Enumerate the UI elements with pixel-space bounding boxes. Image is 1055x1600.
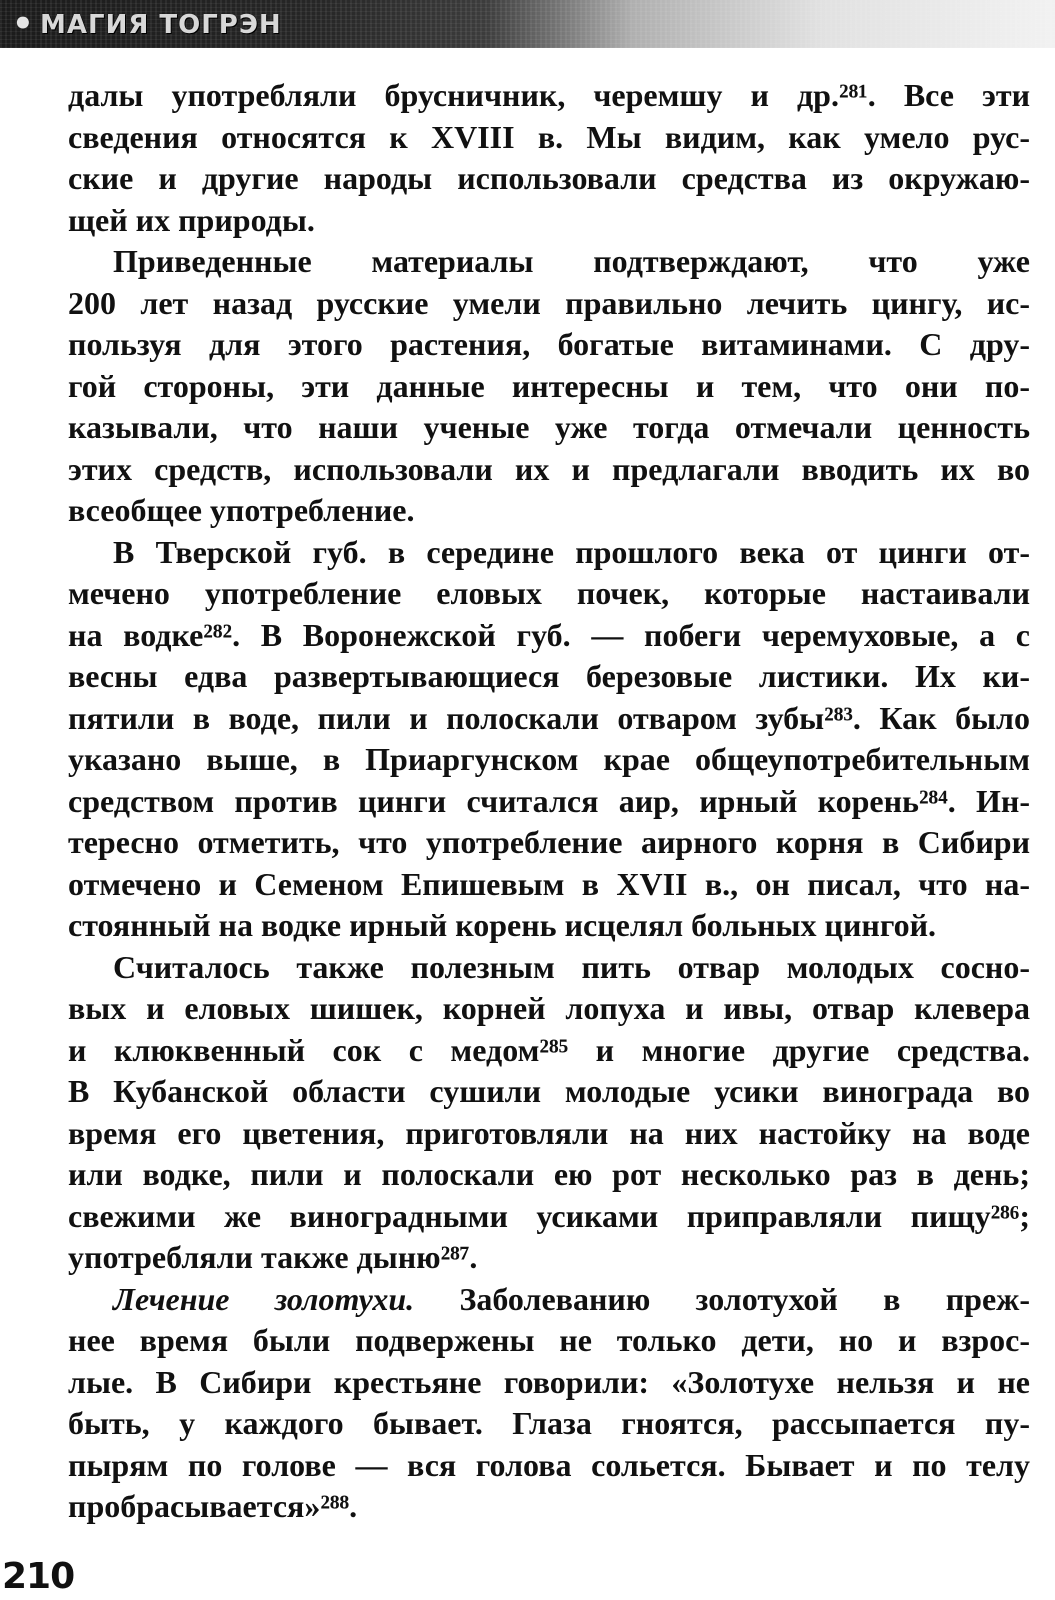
text-line: стоянный на водке ирный корень исцелял больных цингой. (68, 907, 937, 943)
text-line-rest: Заболеванию золотухой в преж- (459, 1280, 1031, 1317)
text-line: вых и еловых шишек, корней лопуха и ивы, отвар клевера (68, 990, 1030, 1026)
text-line: употребляли также дыню²⁸⁷. (68, 1239, 478, 1275)
text-line: В Кубанской области сушили молодые усики винограда во (68, 1073, 1030, 1109)
text-line: весны едва развертывающиеся березовые листики. Их ки- (68, 658, 1030, 694)
text-line: пятили в воде, пили и полоскали отваром зубы²⁸³. Как было (68, 699, 1030, 736)
text-line: ские и другие народы использовали средства из окружаю- (68, 160, 1030, 196)
text-line: сведения относятся к XVIII в. Мы видим, как умело рус- (68, 118, 1030, 155)
text-line: на водке²⁸². В Воронежской губ. — побеги черемуховые, а с (68, 616, 1030, 653)
header-bullet: • (12, 4, 34, 44)
text-line: или водке, пили и полоскали ею рот несколько раз в день; (68, 1156, 1030, 1192)
text-line: лые. В Сибири крестьяне говорили: «Золотухе нельзя и не (68, 1363, 1030, 1400)
text-line: тересно отметить, что употребление аирного корня в Сибири (68, 824, 1030, 860)
page-body (68, 75, 1030, 1528)
text-line: гой стороны, эти данные интересны и тем, что они по- (68, 367, 1030, 404)
text-line: быть, у каждого бывает. Глаза гноятся, рассыпается пу- (68, 1405, 1030, 1441)
text-line: отмечено и Семеном Епишевым в XVII в., он писал, что на- (68, 865, 1030, 902)
text-line: казывали, что наши ученые уже тогда отмечали ценность (68, 409, 1030, 445)
text-line: пырям по голове — вся голова сольется. Бывает и по телу (68, 1446, 1030, 1483)
paragraph (68, 947, 1030, 1279)
paragraph (68, 1279, 1030, 1528)
text-line: Приведенные материалы подтверждают, что уже (113, 243, 1030, 279)
text-line: свежими же виноградными усиками приправляли пищу²⁸⁶; (68, 1197, 1030, 1234)
paragraph (68, 75, 1030, 241)
text-line: 200 лет назад русские умели правильно лечить цингу, ис- (68, 284, 1030, 321)
text-line: время его цветения, приготовляли на них настойку на воде (68, 1114, 1030, 1151)
text-line: средством против цинги считался аир, ирный корень²⁸⁴. Ин- (68, 782, 1030, 819)
text-line: указано выше, в Приаргунском крае общеупотребительным (68, 741, 1030, 777)
text-line: Считалось также полезным пить отвар молодых сосно- (113, 948, 1030, 985)
text-line: далы употребляли брусничник, черемшу и др.²⁸¹. Все эти (68, 77, 1030, 113)
text-line (68, 1279, 1030, 1321)
text-line: и клюквенный сок с медом²⁸⁵ и многие другие средства. (68, 1031, 1030, 1068)
text-line: мечено употребление еловых почек, которые настаивали (68, 575, 1030, 611)
paragraph (68, 241, 1030, 532)
text-line: щей их природы. (68, 201, 315, 238)
text-line: пробрасывается»²⁸⁸. (68, 1488, 358, 1524)
text-line: нее время были подвержены не только дети, но и взрос- (68, 1322, 1030, 1358)
text-line: всеобщее употребление. (68, 492, 415, 528)
page-number: 210 (2, 1556, 75, 1597)
text-line: В Тверской губ. в середине прошлого века от цинги от- (113, 533, 1030, 570)
running-header (0, 0, 1055, 48)
paragraph (68, 532, 1030, 947)
text-line: пользуя для этого растения, богатые витаминами. С дру- (68, 326, 1030, 362)
running-header-title: МАГИЯ ТОГРЭН (40, 10, 282, 40)
text-line: этих средств, использовали их и предлагали вводить их во (68, 450, 1030, 487)
section-lead: Лечение золотухи. (113, 1280, 415, 1317)
